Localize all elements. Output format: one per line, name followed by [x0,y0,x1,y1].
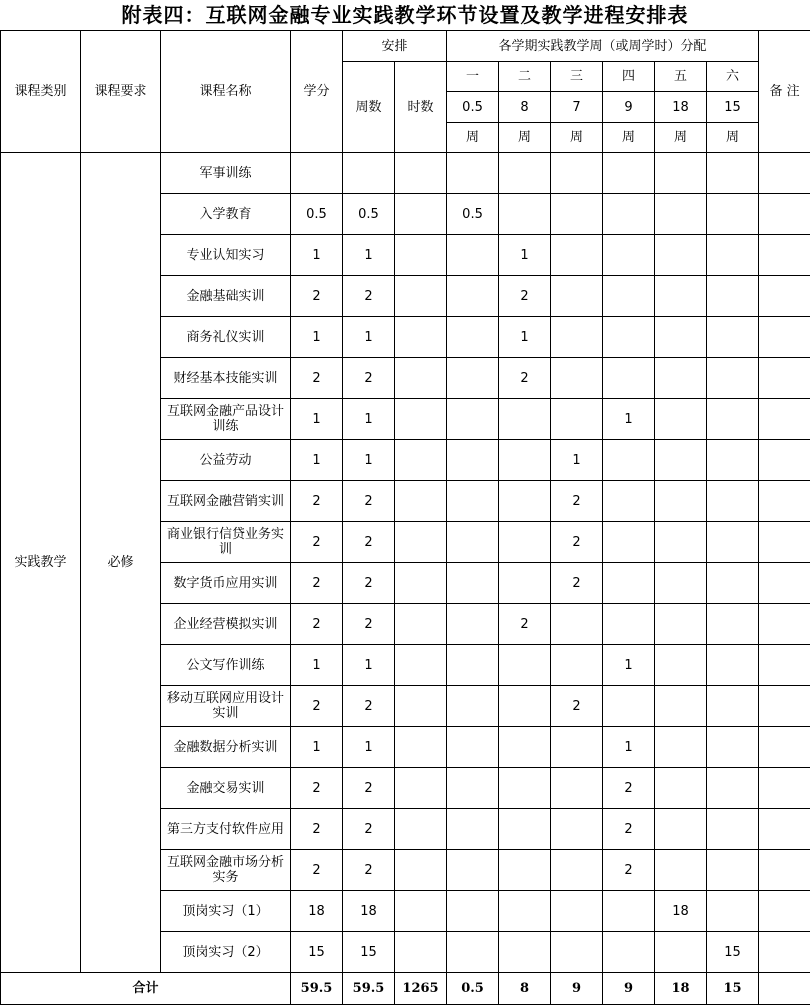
semester-label: 二 [499,62,551,92]
weeks-cell: 2 [343,563,395,604]
credit-cell: 2 [291,768,343,809]
semester-cell [707,645,759,686]
semester-cell [603,358,655,399]
hours-cell [395,358,447,399]
semester-cell [655,317,707,358]
hours-cell [395,727,447,768]
hours-cell [395,932,447,973]
semester-cell [551,276,603,317]
semester-cell: 2 [551,481,603,522]
semester-cell [551,645,603,686]
semester-cell [603,481,655,522]
course-name-cell: 商务礼仪实训 [161,317,291,358]
semester-cell: 2 [603,768,655,809]
weeks-cell: 1 [343,317,395,358]
semester-cell [447,604,499,645]
semester-cell: 15 [707,932,759,973]
course-category-cell: 实践教学 [1,153,81,973]
course-name-cell: 入学教育 [161,194,291,235]
semester-cell: 2 [551,563,603,604]
credit-cell: 2 [291,686,343,727]
course-name-cell: 互联网金融营销实训 [161,481,291,522]
semester-cell [655,194,707,235]
semester-cell [707,440,759,481]
semester-cell [447,399,499,440]
remark-cell [759,399,810,440]
hours-cell [395,891,447,932]
semester-label: 五 [655,62,707,92]
remark-cell [759,194,810,235]
semester-cell: 2 [499,604,551,645]
table-row [1,153,810,194]
semester-weeks: 8 [499,92,551,123]
weeks-cell: 2 [343,809,395,850]
course-name-cell: 互联网金融产品设计训练 [161,399,291,440]
course-name-cell: 数字货币应用实训 [161,563,291,604]
hours-cell [395,522,447,563]
weeks-cell: 2 [343,481,395,522]
semester-cell [707,768,759,809]
semester-cell: 1 [551,440,603,481]
semester-label: 六 [707,62,759,92]
course-name-cell: 公文写作训练 [161,645,291,686]
remark-cell [759,481,810,522]
remark-cell [759,563,810,604]
weeks-cell: 1 [343,235,395,276]
total-row [1,973,810,1005]
credit-cell: 2 [291,481,343,522]
credit-cell: 18 [291,891,343,932]
semester-cell [447,891,499,932]
week-unit: 周 [655,123,707,153]
semester-cell [655,153,707,194]
semester-cell [655,358,707,399]
semester-cell [551,850,603,891]
semester-cell [499,932,551,973]
credit-cell: 2 [291,563,343,604]
semester-cell [603,317,655,358]
course-name-cell: 企业经营模拟实训 [161,604,291,645]
remark-cell [759,604,810,645]
weeks-cell: 2 [343,522,395,563]
semester-cell [447,645,499,686]
remark-cell [759,522,810,563]
semester-cell [655,399,707,440]
semester-cell [603,522,655,563]
semester-cell [603,276,655,317]
course-name-cell: 金融数据分析实训 [161,727,291,768]
remark-cell [759,809,810,850]
week-unit: 周 [707,123,759,153]
semester-weeks: 0.5 [447,92,499,123]
semester-cell: 2 [499,358,551,399]
semester-cell [707,809,759,850]
total-semester: 8 [499,973,551,1005]
hours-cell [395,686,447,727]
semester-cell [447,153,499,194]
hours-cell [395,235,447,276]
semester-cell [603,563,655,604]
hours-cell [395,768,447,809]
remark-cell [759,686,810,727]
hours-cell [395,604,447,645]
semester-cell [499,727,551,768]
semester-cell: 1 [499,317,551,358]
weeks-cell: 2 [343,358,395,399]
hours-cell [395,440,447,481]
semester-weeks: 18 [655,92,707,123]
semester-cell: 18 [655,891,707,932]
semester-cell [447,932,499,973]
semester-cell [447,317,499,358]
semester-cell [655,604,707,645]
weeks-cell: 2 [343,604,395,645]
semester-cell [447,686,499,727]
semester-cell [551,604,603,645]
total-remark [759,973,810,1005]
hours-cell [395,399,447,440]
semester-cell [707,727,759,768]
remark-cell [759,932,810,973]
course-name-cell: 金融基础实训 [161,276,291,317]
semester-cell [499,686,551,727]
remark-cell [759,153,810,194]
semester-cell [551,358,603,399]
semester-cell [707,153,759,194]
semester-cell [551,727,603,768]
total-weeks: 59.5 [343,973,395,1005]
semester-cell [655,440,707,481]
semester-cell [707,850,759,891]
credit-cell: 1 [291,235,343,276]
semester-cell [551,891,603,932]
remark-cell [759,317,810,358]
course-name-cell: 金融交易实训 [161,768,291,809]
week-unit: 周 [603,123,655,153]
remark-cell [759,768,810,809]
weeks-cell: 2 [343,276,395,317]
course-name-cell: 移动互联网应用设计实训 [161,686,291,727]
hours-cell [395,317,447,358]
credit-cell: 2 [291,358,343,399]
semester-cell [707,891,759,932]
semester-cell [655,932,707,973]
week-unit: 周 [447,123,499,153]
semester-cell [551,235,603,276]
total-semester: 18 [655,973,707,1005]
semester-cell [655,563,707,604]
semester-cell: 1 [499,235,551,276]
semester-cell [603,153,655,194]
semester-cell [707,522,759,563]
schedule-table [0,30,810,1005]
semester-cell [499,563,551,604]
semester-cell [447,481,499,522]
weeks-cell: 18 [343,891,395,932]
semester-cell [499,440,551,481]
semester-label: 三 [551,62,603,92]
total-semester: 15 [707,973,759,1005]
semester-cell [499,645,551,686]
credit-cell: 2 [291,522,343,563]
course-name-cell: 军事训练 [161,153,291,194]
credit-cell: 15 [291,932,343,973]
total-credit: 59.5 [291,973,343,1005]
semester-cell [499,399,551,440]
hours-cell [395,850,447,891]
semester-cell [447,276,499,317]
credit-cell: 2 [291,276,343,317]
course-name-cell: 公益劳动 [161,440,291,481]
semester-cell: 1 [603,399,655,440]
semester-cell [447,809,499,850]
remark-cell [759,235,810,276]
weeks-cell: 2 [343,850,395,891]
total-semester: 9 [551,973,603,1005]
semester-cell [551,399,603,440]
course-name-cell: 互联网金融市场分析实务 [161,850,291,891]
semester-cell: 2 [603,809,655,850]
semester-cell [551,317,603,358]
weeks-cell: 1 [343,440,395,481]
semester-cell [655,481,707,522]
semester-weeks: 15 [707,92,759,123]
semester-label: 四 [603,62,655,92]
weeks-cell: 2 [343,768,395,809]
semester-cell [551,809,603,850]
semester-cell: 2 [551,522,603,563]
semester-cell [707,399,759,440]
credit-cell: 1 [291,727,343,768]
semester-cell [551,194,603,235]
credit-cell: 1 [291,317,343,358]
credit-cell: 2 [291,604,343,645]
total-semester: 0.5 [447,973,499,1005]
remark-cell [759,440,810,481]
semester-cell [707,194,759,235]
semester-cell [707,563,759,604]
semester-cell [655,768,707,809]
weeks-cell: 2 [343,686,395,727]
semester-cell: 1 [603,645,655,686]
semester-cell [499,153,551,194]
weeks-cell: 1 [343,645,395,686]
semester-cell: 0.5 [447,194,499,235]
semester-cell [655,276,707,317]
semester-cell: 2 [603,850,655,891]
header-credit: 学分 [291,31,343,153]
credit-cell: 1 [291,440,343,481]
week-unit: 周 [551,123,603,153]
course-name-cell: 财经基本技能实训 [161,358,291,399]
semester-cell [551,768,603,809]
hours-cell [395,276,447,317]
semester-cell [655,645,707,686]
semester-cell [655,686,707,727]
header-weeks: 周数 [343,62,395,153]
weeks-cell: 0.5 [343,194,395,235]
credit-cell: 2 [291,850,343,891]
course-name-cell: 顶岗实习（1） [161,891,291,932]
semester-cell [603,686,655,727]
total-hours: 1265 [395,973,447,1005]
weeks-cell [343,153,395,194]
semester-weeks: 7 [551,92,603,123]
week-unit: 周 [499,123,551,153]
weeks-cell: 1 [343,399,395,440]
header-arrangement: 安排 [343,31,447,62]
semester-cell [447,768,499,809]
hours-cell [395,563,447,604]
semester-cell [447,727,499,768]
semester-cell [707,276,759,317]
header-distribution: 各学期实践教学周（或周学时）分配 [447,31,759,62]
semester-cell [603,891,655,932]
semester-cell [603,235,655,276]
semester-cell [707,481,759,522]
semester-cell [603,194,655,235]
header-requirement: 课程要求 [81,31,161,153]
course-name-cell: 商业银行信贷业务实训 [161,522,291,563]
credit-cell: 2 [291,809,343,850]
semester-cell [447,440,499,481]
weeks-cell: 1 [343,727,395,768]
semester-cell [707,317,759,358]
course-name-cell: 顶岗实习（2） [161,932,291,973]
semester-cell [499,850,551,891]
remark-cell [759,276,810,317]
semester-cell [655,850,707,891]
credit-cell: 0.5 [291,194,343,235]
semester-label: 一 [447,62,499,92]
total-label: 合计 [1,973,291,1005]
semester-cell [655,809,707,850]
semester-cell [447,522,499,563]
credit-cell: 1 [291,645,343,686]
semester-cell: 2 [551,686,603,727]
semester-cell [655,235,707,276]
semester-cell [707,358,759,399]
header-hours: 时数 [395,62,447,153]
semester-cell [551,153,603,194]
semester-cell [707,686,759,727]
remark-cell [759,891,810,932]
semester-cell [499,891,551,932]
semester-cell: 2 [499,276,551,317]
course-name-cell: 专业认知实习 [161,235,291,276]
hours-cell [395,153,447,194]
semester-cell [447,358,499,399]
semester-cell [499,522,551,563]
semester-cell [447,563,499,604]
semester-cell [499,194,551,235]
total-semester: 9 [603,973,655,1005]
hours-cell [395,194,447,235]
semester-cell [603,440,655,481]
course-requirement-cell: 必修 [81,153,161,973]
hours-cell [395,645,447,686]
hours-cell [395,481,447,522]
semester-cell [603,604,655,645]
semester-cell [499,768,551,809]
semester-cell [499,481,551,522]
hours-cell [395,809,447,850]
semester-cell [447,235,499,276]
header-category: 课程类别 [1,31,81,153]
remark-cell [759,358,810,399]
header-remark: 备 注 [759,31,810,153]
semester-cell [551,932,603,973]
remark-cell [759,727,810,768]
semester-cell [707,604,759,645]
credit-cell [291,153,343,194]
semester-cell: 1 [603,727,655,768]
semester-weeks: 9 [603,92,655,123]
semester-cell [707,235,759,276]
header-course-name: 课程名称 [161,31,291,153]
remark-cell [759,850,810,891]
semester-cell [447,850,499,891]
weeks-cell: 15 [343,932,395,973]
semester-cell [655,522,707,563]
credit-cell: 1 [291,399,343,440]
course-name-cell: 第三方支付软件应用 [161,809,291,850]
semester-cell [655,727,707,768]
semester-cell [603,932,655,973]
remark-cell [759,645,810,686]
page-title: 附表四：互联网金融专业实践教学环节设置及教学进程安排表 [0,0,810,30]
semester-cell [499,809,551,850]
